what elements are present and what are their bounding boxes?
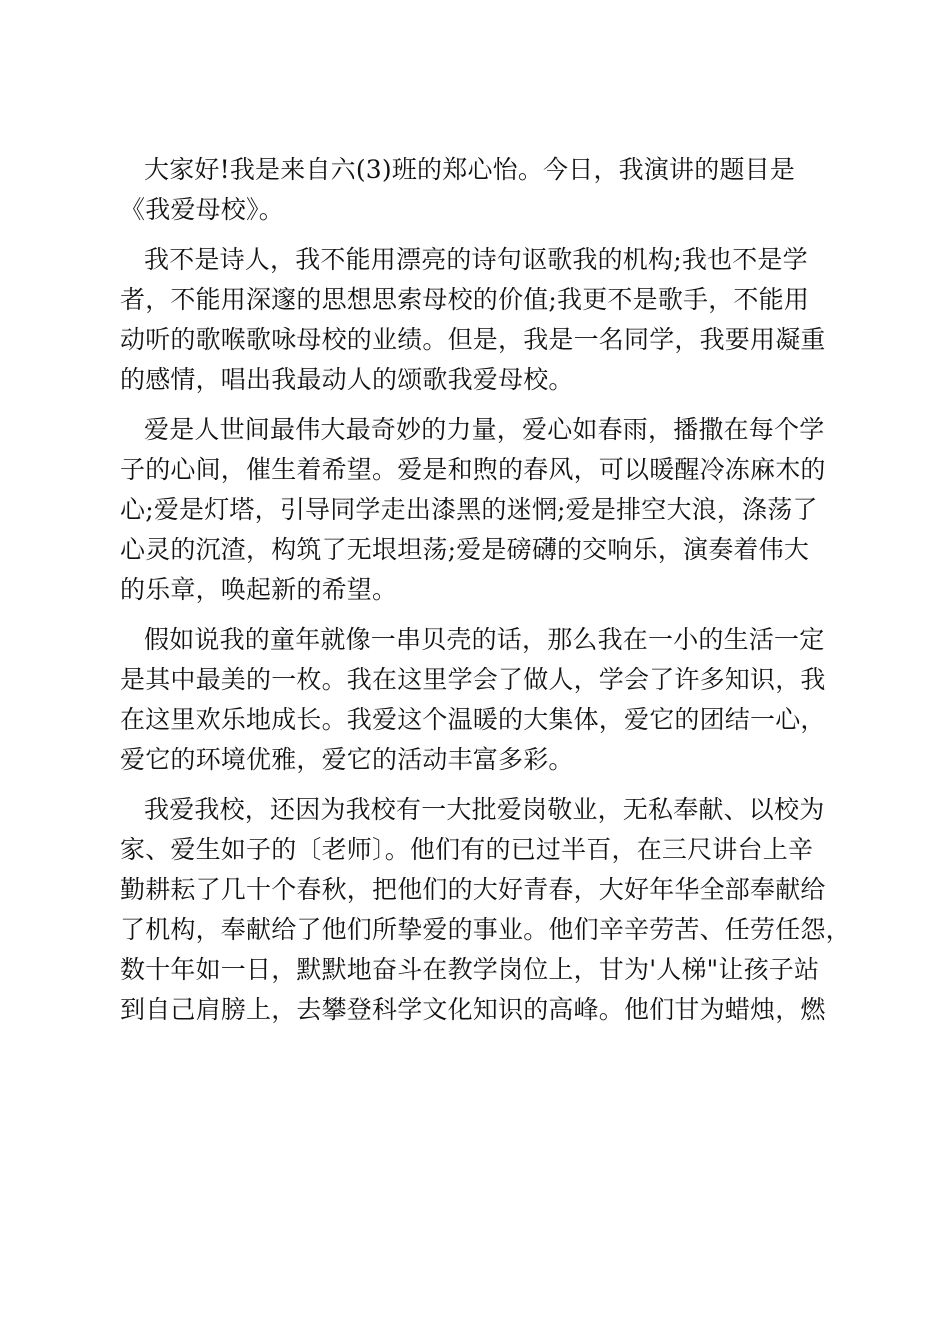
paragraph-2-line-3: 动听的歌喉歌咏母校的业绩。但是，我是一名同学，我要用凝重 (120, 325, 826, 354)
paragraph-3-line-3: 心;爱是灯塔，引导同学走出漆黑的迷惘;爱是排空大浪，涤荡了 (120, 495, 818, 524)
paragraph-1-line-1: 大家好!我是来自六(3)班的郑心怡。今日，我演讲的题目是 (144, 155, 796, 184)
paragraph-2-line-2: 者，不能用深邃的思想思索母校的价值;我更不是歌手，不能用 (120, 285, 810, 314)
paragraph-3-line-1: 爱是人世间最伟大最奇妙的力量，爱心如春雨，播撒在每个学 (144, 415, 825, 444)
paragraph-4-line-4: 爱它的环境优雅，爱它的活动丰富多彩。 (120, 745, 574, 774)
paragraph-5-line-1: 我爱我校，还因为我校有一大批爱岗敬业，无私奉献、以校为 (144, 795, 825, 824)
paragraph-4-line-3: 在这里欢乐地成长。我爱这个温暖的大集体，爱它的团结一心， (120, 705, 826, 734)
paragraph-5-line-3: 勤耕耘了几十个春秋，把他们的大好青春，大好年华全部奉献给 (120, 875, 826, 904)
paragraph-4-line-2: 是其中最美的一枚。我在这里学会了做人，学会了许多知识，我 (120, 665, 826, 694)
paragraph-2-line-4: 的感情，唱出我最动人的颂歌我爱母校。 (120, 365, 574, 394)
paragraph-3-line-4: 心灵的沉渣，构筑了无垠坦荡;爱是磅礴的交响乐，演奏着伟大 (120, 535, 810, 564)
paragraph-5-line-4: 了机构，奉献给了他们所挚爱的事业。他们辛辛劳苦、任劳任怨， (120, 915, 851, 944)
paragraph-1-line-2: 《我爱母校》。 (120, 195, 284, 224)
paragraph-3-line-2: 子的心间，催生着希望。爱是和煦的春风，可以暖醒冷冻麻木的 (120, 455, 826, 484)
paragraph-5-line-5: 数十年如一日，默默地奋斗在教学岗位上，甘为'人梯"让孩子站 (120, 955, 820, 984)
speech-text (120, 150, 851, 1030)
paragraph-2-line-1: 我不是诗人，我不能用漂亮的诗句讴歌我的机构;我也不是学 (144, 245, 808, 274)
paragraph-3-line-5: 的乐章，唤起新的希望。 (120, 575, 398, 604)
paragraph-4-line-1: 假如说我的童年就像一串贝壳的话，那么我在一小的生活一定 (144, 625, 825, 654)
paragraph-5-line-2: 家、爱生如子的〔老师〕。他们有的已过半百，在三尺讲台上辛 (120, 835, 814, 864)
paragraph-5-line-6: 到自己肩膀上，去攀登科学文化知识的高峰。他们甘为蜡烛，燃 (120, 995, 826, 1024)
